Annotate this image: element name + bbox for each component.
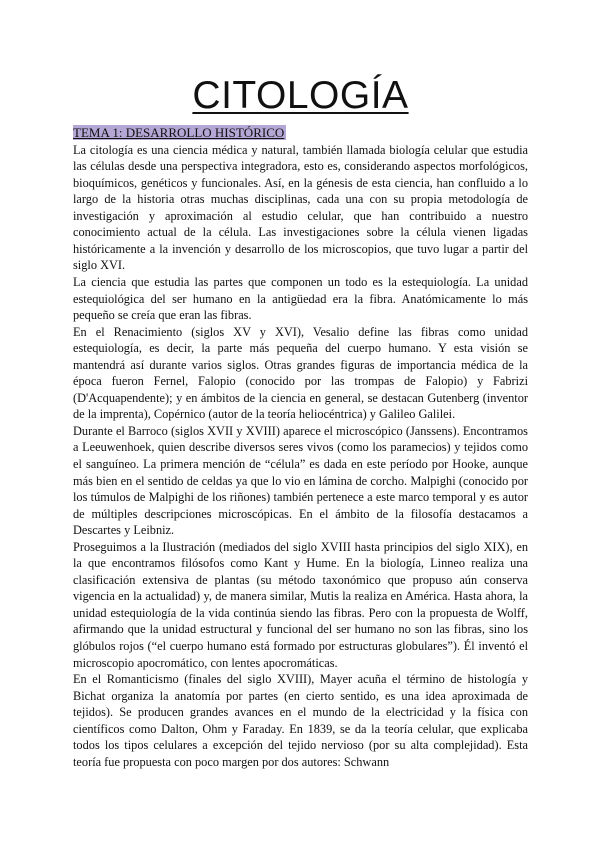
paragraph-ilustracion: Proseguimos a la Ilustración (mediados del siglo XVIII hasta principios del siglo XIX), en la que encontramos filósofos como Kant y Hume. En la biología, Linneo realiza una clasificación extensiva de plantas (su método taxonómico que propuso aún conserva vigencia en la actualidad) y, de manera similar, Mutis la realiza en América. Hasta ahora, la unidad estequiología de la vida continúa siendo las fibras. Pero con la propuesta de Wolff, afirmando que la unidad estructural y funcional del ser humano no son las fibras, sino los glóbulos rojos (“el cuerpo humano está formado por estructuras globulares”). Él inventó el microscopio apocromático, con lentes apocromáticas. (73, 539, 528, 670)
paragraph-barroco: Durante el Barroco (siglos XVII y XVIII) aparece el microscópico (Janssens). Encontramos a Leeuwenhoek, quien describe diversos seres vivos (como los paramecios) y tejidos como el sanguíneo. La primera mención de “célula” es dada en este período por Hooke, aunque más bien en el sentido de celdas ya que lo vio en lámina de corcho. Malpighi (conocido por los túmulos de Malpighi de los riñones) también pertenece a este marco temporal y es autor de múltiples descripciones microscópicas. En el ámbito de la filosofía destacamos a Descartes y Leibniz. (73, 423, 528, 538)
paragraph-renacimiento: En el Renacimiento (siglos XV y XVI), Vesalio define las fibras como unidad estequiología, es decir, la parte más pequeña del cuerpo humano. Y esta visión se mantendrá así durante varios siglos. Otras grandes figuras de importancia médica de la época fueron Fernel, Falopio (conocido por las trompas de Falopio) y Fabrizi (D'Acquapendente); y en ámbitos de la ciencia en general, se destacan Gutenberg (inventor de la imprenta), Copérnico (autor de la teoría heliocéntrica) y Galileo Galilei. (73, 324, 528, 422)
paragraph-estequiologia: La ciencia que estudia las partes que componen un todo es la estequiología. La unidad estequiológica del ser humano en la antigüedad era la fibra. Anatómicamente lo más pequeño se creía que eran las fibras. (73, 274, 528, 323)
section-heading-highlight: TEMA 1: DESARROLLO HISTÓRICO (73, 125, 285, 140)
section-heading (73, 125, 528, 142)
document-page (73, 0, 528, 770)
document-title: CITOLOGÍA (192, 74, 409, 117)
paragraph-intro: La citología es una ciencia médica y natural, también llamada biología celular que estudia las células desde una perspectiva integradora, esto es, considerando aspectos morfológicos, bioquímicos, genéticos y funcionales. Así, en la génesis de esta ciencia, han confluido a lo largo de la historia otras muchas disciplinas, cada una con su propia metodología de investigación y aproximación al estudio celular, que han contribuido a nuestro conocimiento actual de la célula. Las investigaciones sobre la célula vienen ligadas históricamente a la invención y desarrollo de los microscopios, que tuvo lugar a partir del siglo XVI. (73, 142, 528, 273)
paragraph-romanticismo: En el Romanticismo (finales del siglo XVIII), Mayer acuña el término de histología y Bichat organiza la anatomía por partes (en cierto sentido, es una idea aproximada de tejidos). Se producen grandes avances en el mundo de la electricidad y la física con científicos como Dalton, Ohm y Faraday. En 1839, se da la teoría celular, que explicaba todos los tipos celulares a excepción del tejido nervioso (por su alta complejidad). Esta teoría fue propuesta con poco margen por dos autores: Schwann (73, 672, 528, 769)
